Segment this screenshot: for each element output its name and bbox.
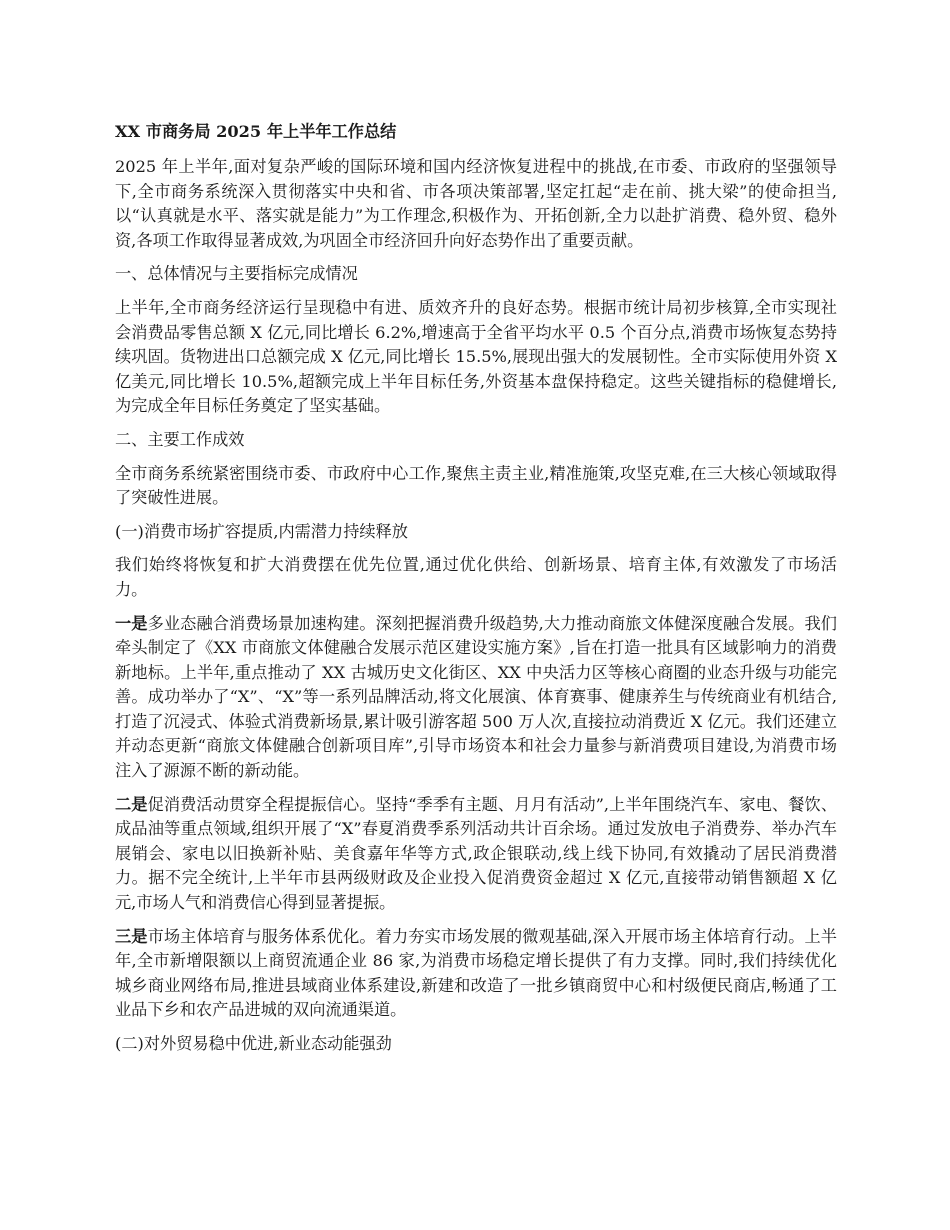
section1-heading: 一、总体情况与主要指标完成情况 (115, 264, 358, 284)
item3-text: 市场主体培育与服务体系优化。着力夯实市场发展的微观基础,深入开展市场主体培育行动。上半年,全市新增限额以上商贸流通企业 86 家,为消费市场稳定增长提供了有力支撑。同时,我们持续优化城乡商业网络布局,推进县域商业体系建设,新建和改造了一批乡镇商贸中心和村级便民商店,畅通了工业品下乡和农产品进城的双向流通渠道。 (115, 926, 837, 1020)
subsection1-heading: (一)消费市场扩容提质,内需潜力持续释放 (115, 521, 408, 541)
document-page (115, 120, 837, 1066)
document-title: XX 市商务局 2025 年上半年工作总结 (115, 122, 397, 141)
intro-paragraph: 2025 年上半年,面对复杂严峻的国际环境和国内经济恢复进程中的挑战,在市委、市政府的坚强领导下,全市商务系统深入贯彻落实中央和省、市各项决策部署,坚定扛起“走在前、挑大梁”的使命担当,以“认真就是水平、落实就是能力”为工作理念,积极作为、开拓创新,全力以赴扩消费、稳外贸、稳外资,各项工作取得显著成效,为巩固全市经济回升向好态势作出了重要贡献。 (115, 157, 837, 250)
item2-lead: 二是 (115, 794, 148, 814)
item3-paragraph (115, 925, 837, 1023)
item2-paragraph (115, 793, 837, 916)
item1-paragraph (115, 612, 837, 784)
item2-text: 促消费活动贯穿全程提振信心。坚持“季季有主题、月月有活动”,上半年围绕汽车、家电、餐饮、成品油等重点领域,组织开展了“X”春夏消费季系列活动共计百余场。通过发放电子消费券、举办汽车展销会、家电以旧换新补贴、美食嘉年华等方式,政企银联动,线上线下协同,有效撬动了居民消费潜力。据不完全统计,上半年市县两级财政及企业投入促消费资金超过 X 亿元,直接带动销售额超 X 亿元,市场人气和消费信心得到显著提振。 (115, 794, 838, 913)
subsection2-heading: (二)对外贸易稳中优进,新业态动能强劲 (115, 1034, 392, 1053)
item3-lead: 三是 (115, 926, 148, 946)
section2-paragraph: 全市商务系统紧密围绕市委、市政府中心工作,聚焦主责主业,精准施策,攻坚克难,在三大核心领域取得了突破性进展。 (115, 463, 837, 508)
section2-heading: 二、主要工作成效 (115, 429, 245, 449)
section1-paragraph: 上半年,全市商务经济运行呈现稳中有进、质效齐升的良好态势。根据市统计局初步核算,全市实现社会消费品零售总额 X 亿元,同比增长 6.2%,增速高于全省平均水平 0.5 个百分点,消费市场恢复态势持续巩固。货物进出口总额完成 X 亿元,同比增长 15.5%,展现出强大的发展韧性。全市实际使用外资 X 亿美元,同比增长 10.5%,超额完成上半年目标任务,外资基本盘保持稳定。这些关键指标的稳健增长,为完成全年目标任务奠定了坚实基础。 (115, 297, 837, 416)
subsection1-paragraph: 我们始终将恢复和扩大消费摆在优先位置,通过优化供给、创新场景、培育主体,有效激发了市场活力。 (115, 555, 837, 599)
item1-lead: 一是 (115, 613, 148, 633)
item1-text: 多业态融合消费场景加速构建。深刻把握消费升级趋势,大力推动商旅文体健深度融合发展。我们牵头制定了《XX 市商旅文体健融合发展示范区建设实施方案》,旨在打造一批具有区域影响力的消费新地标。上半年,重点推动了 XX 古城历史文化街区、XX 中央活力区等核心商圈的业态升级与功能完善。成功举办了“X”、“X”等一系列品牌活动,将文化展演、体育赛事、健康养生与传统商业有机结合,打造了沉浸式、体验式消费新场景,累计吸引游客超 500 万人次,直接拉动消费近 X 亿元。我们还建立并动态更新“商旅文体健融合创新项目库”,引导市场资本和社会力量参与新消费项目建设,为消费市场注入了源源不断的新动能。 (115, 613, 837, 781)
